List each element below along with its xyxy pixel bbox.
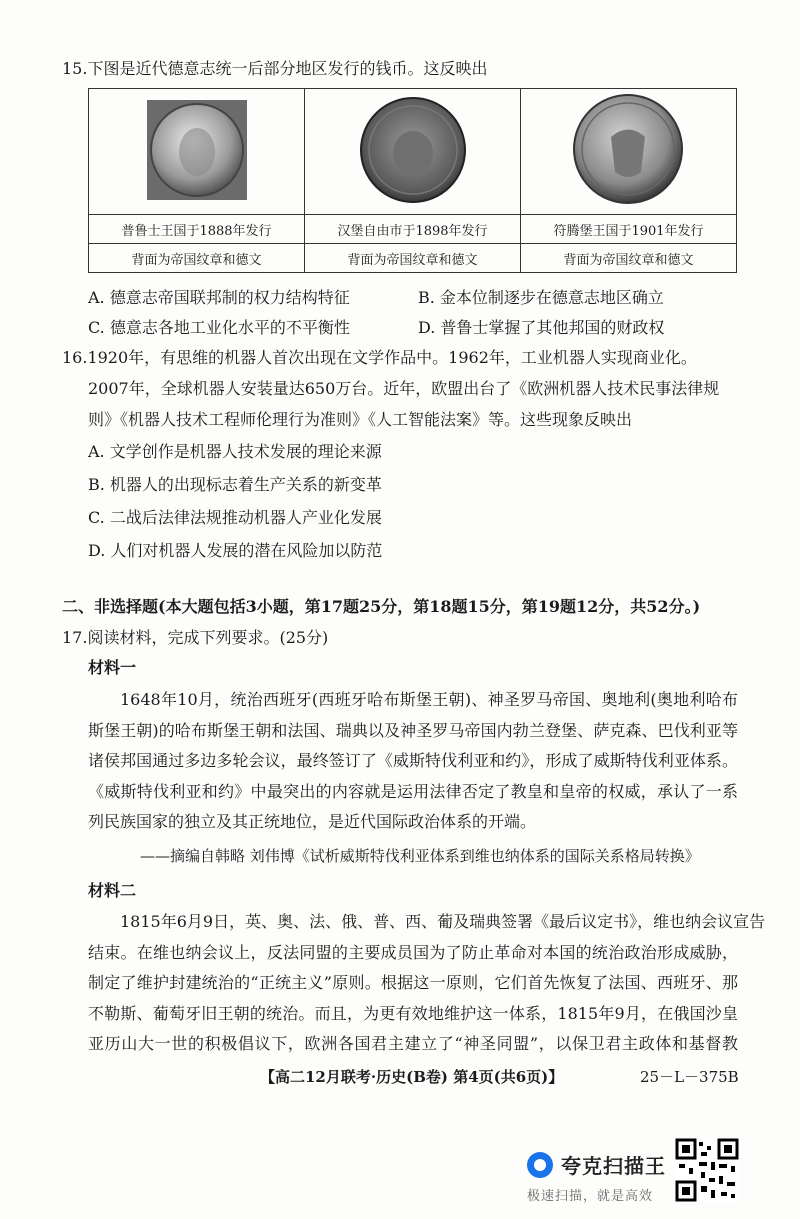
q15-option-b[interactable]: B. 金本位制逐步在德意志地区确立: [418, 288, 664, 307]
m2-line-1: 1815年6月9日，英、奥、法、俄、普、西、葡及瑞典签署《最后议定书》，维也纳会议宣告: [120, 912, 766, 931]
coin-image-prussia: [89, 89, 305, 215]
coin-image-wurttemberg: [521, 89, 737, 215]
q16-line-2: 2007年，全球机器人安装量达650万台。近年，欧盟出台了《欧洲机器人技术民事法律规: [88, 379, 720, 398]
quark-logo-icon: [527, 1152, 553, 1178]
coin-caption-3: 符腾堡王国于1901年发行: [521, 215, 737, 244]
m1-line-2: 斯堡王朝)的哈布斯堡王朝和法国、瑞典以及神圣罗马帝国内勃兰登堡、萨克森、巴伐利亚等: [88, 720, 738, 740]
coin-back-1: 背面为帝国纹章和德文: [89, 244, 305, 273]
q16-option-a[interactable]: A. 文学创作是机器人技术发展的理论来源: [88, 442, 382, 461]
question-15-stem: 15.下图是近代德意志统一后部分地区发行的钱币。这反映出: [62, 59, 488, 78]
exam-code: 25－L－375B: [640, 1068, 739, 1086]
q16-option-d[interactable]: D. 人们对机器人发展的潜在风险加以防范: [88, 541, 383, 560]
material-1-citation: ——摘编自韩略 刘伟博《试析威斯特伐利亚体系到维也纳体系的国际关系格局转换》: [140, 847, 700, 865]
section-2-heading: 二、非选择题(本大题包括3小题，第17题25分，第18题15分，第19题12分，共52分。): [62, 597, 701, 616]
question-15-options: [88, 285, 748, 345]
scanner-slogan: 极速扫描，就是高效: [527, 1189, 654, 1204]
q15-option-a[interactable]: A. 德意志帝国联邦制的权力结构特征: [88, 288, 350, 307]
coin-prussia-icon: [147, 100, 247, 200]
material-2-label: 材料二: [88, 881, 137, 900]
question-17-stem: 17.阅读材料，完成下列要求。(25分): [62, 628, 329, 647]
coin-table: [88, 88, 737, 273]
q16-option-c[interactable]: C. 二战后法律法规推动机器人产业化发展: [88, 508, 382, 527]
material-1-text: [88, 685, 738, 838]
coin-caption-2: 汉堡自由市于1898年发行: [305, 215, 521, 244]
coin-caption-1: 普鲁士王国于1888年发行: [89, 215, 305, 244]
material-1-label: 材料一: [88, 658, 137, 677]
coin-hamburg-icon: [358, 95, 468, 205]
page-footer: 【高二12月联考·历史(B卷) 第4页(共6页)】: [260, 1068, 564, 1086]
material-2-text: [88, 907, 766, 1060]
m1-line-5: 列民族国家的独立及其正统地位，是近代国际政治体系的开端。: [88, 812, 537, 831]
q16-option-b[interactable]: B. 机器人的出现标志着生产关系的新变革: [88, 475, 382, 494]
q16-line-1: 16.1920年，有思维的机器人首次出现在文学作品中。1962年，工业机器人实现商业化。: [62, 348, 697, 367]
m2-line-4: 不勒斯、葡萄牙旧王朝的统治。而且，为更有效地维护这一体系，1815年9月，在俄国沙皇: [88, 1003, 738, 1023]
q15-option-c[interactable]: C. 德意志各地工业化水平的不平衡性: [88, 318, 350, 337]
m1-line-1: 1648年10月，统治西班牙(西班牙哈布斯堡王朝)、神圣罗马帝国、奥地利(奥地利哈布: [120, 690, 738, 709]
q16-line-3: 则》《机器人技术工程师伦理行为准则》《人工智能法案》等。这些现象反映出: [88, 410, 633, 429]
coin-wurttemberg-icon: [571, 92, 686, 207]
m1-line-4: 《威斯特伐利亚和约》中最突出的内容就是运用法律否定了教皇和皇帝的权威，承认了一系: [88, 781, 738, 801]
scanner-brand: 夸克扫描王: [561, 1154, 666, 1178]
coin-back-2: 背面为帝国纹章和德文: [305, 244, 521, 273]
m1-line-3: 诸侯邦国通过多边多轮会议，最终签订了《威斯特伐利亚和约》，形成了威斯特伐利亚体系。: [88, 751, 738, 770]
m2-line-3: 制定了维护封建统治的“正统主义”原则。根据这一原则，它们首先恢复了法国、西班牙、那: [88, 973, 738, 992]
m2-line-5: 亚历山大一世的积极倡议下，欧洲各国君主建立了“神圣同盟”，以保卫君主政体和基督教: [88, 1034, 738, 1053]
coin-image-hamburg: [305, 89, 521, 215]
qr-code-icon: [675, 1138, 739, 1202]
coin-back-3: 背面为帝国纹章和德文: [521, 244, 737, 273]
q15-option-d[interactable]: D. 普鲁士掌握了其他邦国的财政权: [418, 318, 665, 337]
scanner-logo: [527, 1150, 666, 1179]
m2-line-2: 结束。在维也纳会议上，反法同盟的主要成员国为了防止革命对本国的统治政治形成威胁，: [88, 942, 738, 962]
question-16: [62, 342, 762, 567]
